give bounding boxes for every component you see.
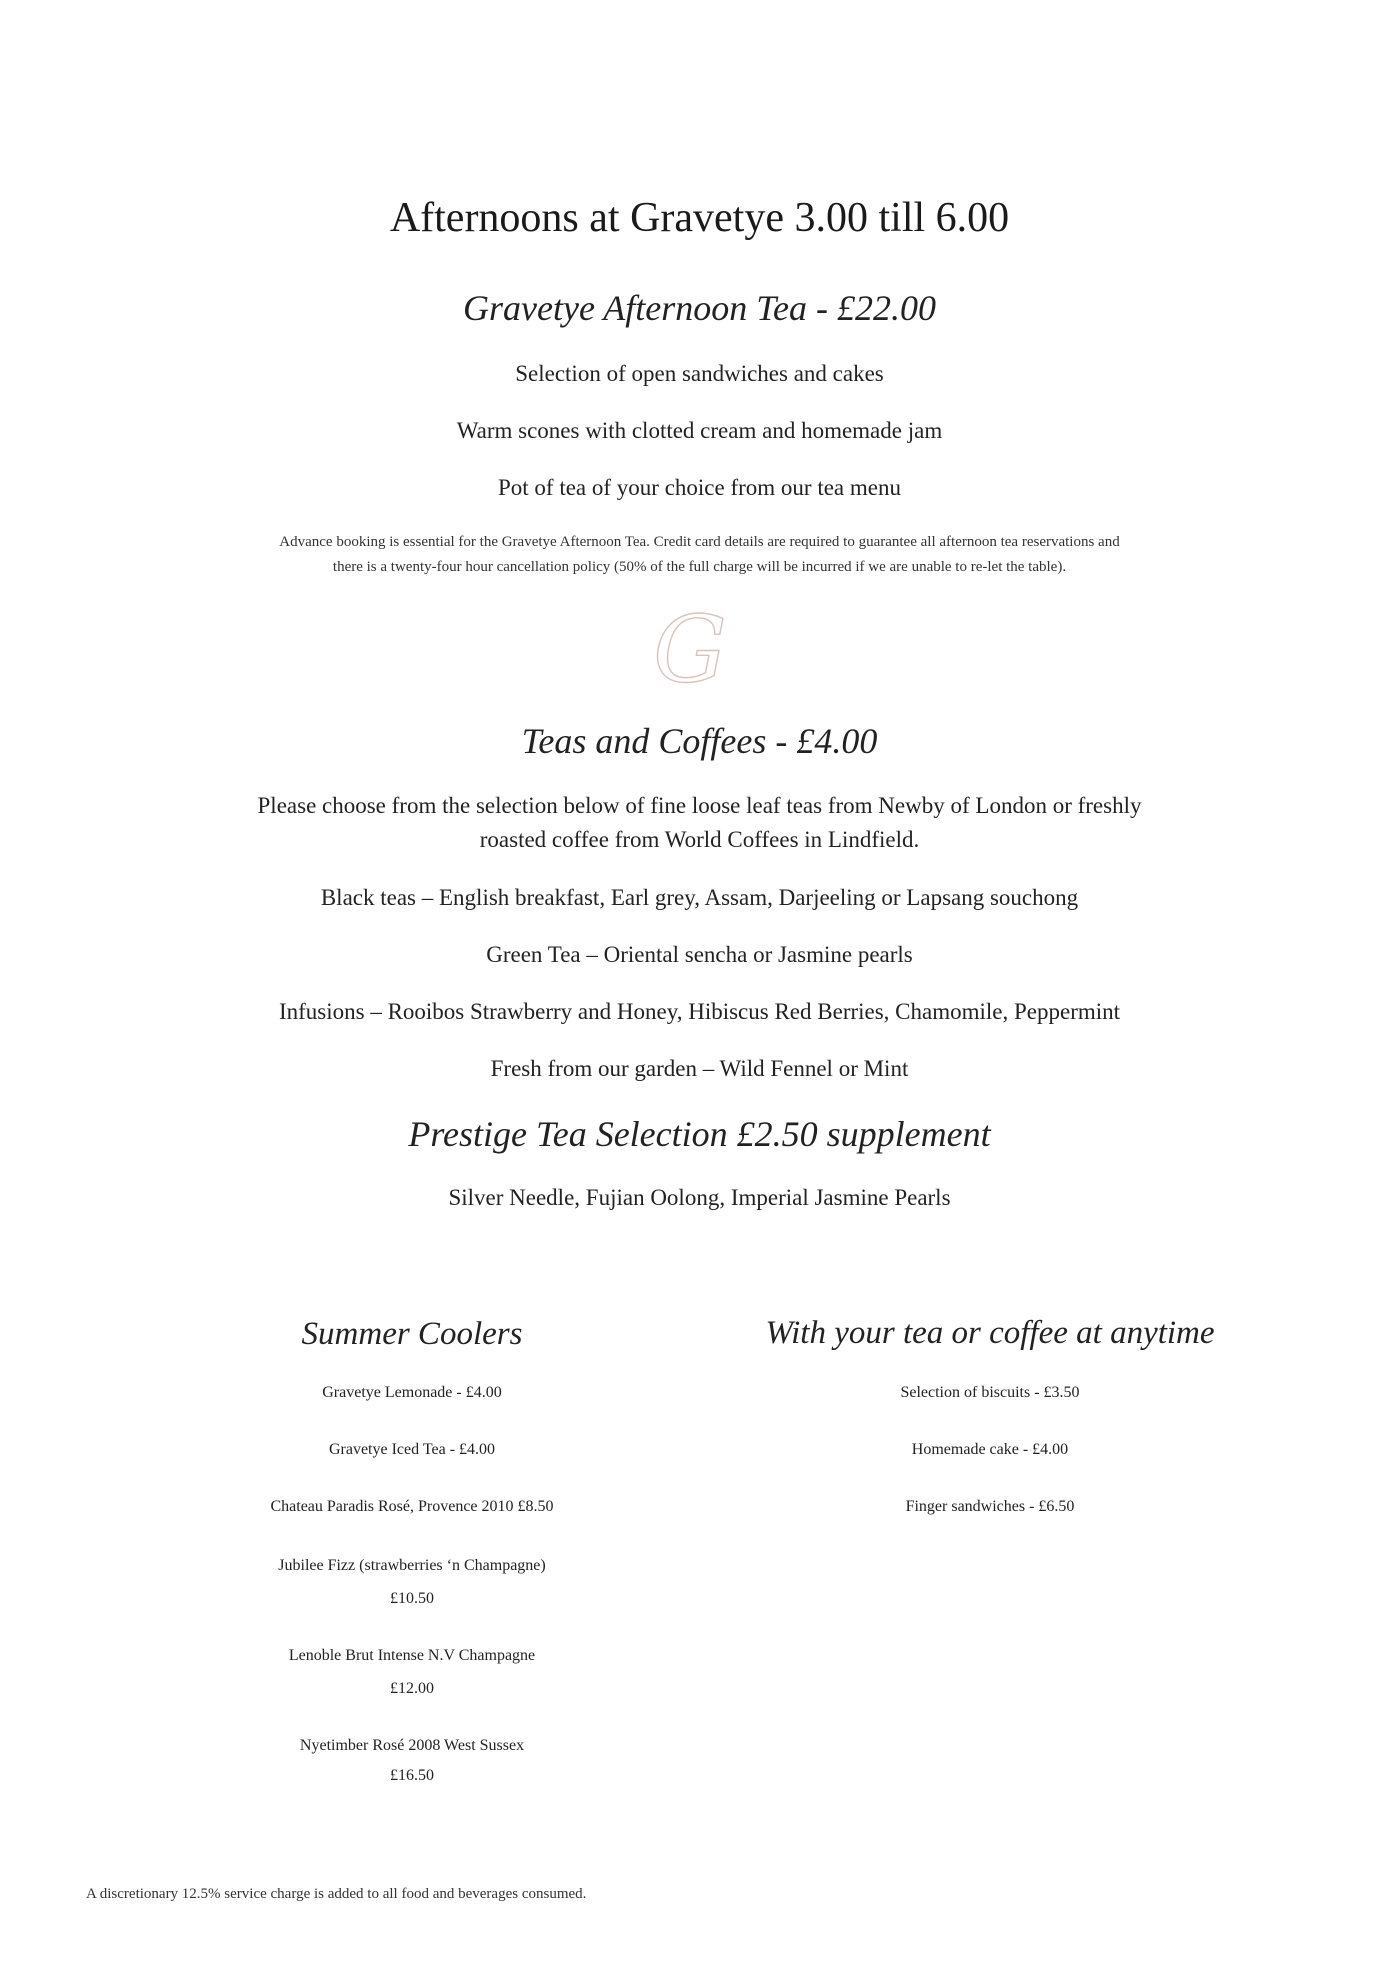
gravetye-monogram-logo: G — [653, 596, 727, 703]
cooler-item: Gravetye Iced Tea - £4.00 — [328, 1441, 496, 1458]
cooler-item-price: £12.00 — [390, 1680, 434, 1697]
booking-note-line: Advance booking is essential for the Gravetye Afternoon Tea. Credit card details are required to guarantee all afternoon tea reservations and — [279, 534, 1120, 550]
tea-option: Black teas – English breakfast, Earl grey, Assam, Darjeeling or Lapsang souchong — [320, 885, 1079, 910]
service-charge-note: A discretionary 12.5% service charge is added to all food and beverages consumed. — [86, 1886, 587, 1902]
teas-coffees-intro-line: Please choose from the selection below of fine loose leaf teas from Newby of London or freshly — [257, 793, 1142, 818]
booking-note-line: there is a twenty-four hour cancellation policy (50% of the full charge will be incurred if we are unable to re-let the table). — [332, 559, 1067, 575]
afternoon-tea-title: Gravetye Afternoon Tea - £22.00 — [463, 288, 936, 328]
teas-coffees-title: Teas and Coffees - £4.00 — [521, 721, 878, 761]
tea-option: Fresh from our garden – Wild Fennel or Mint — [490, 1056, 909, 1081]
anytime-item: Selection of biscuits - £3.50 — [900, 1384, 1080, 1401]
prestige-tea-title: Prestige Tea Selection £2.50 supplement — [408, 1114, 991, 1154]
anytime-column — [720, 1310, 1260, 1356]
summer-coolers-title: Summer Coolers — [301, 1316, 523, 1352]
summer-coolers-column — [142, 1311, 682, 1357]
afternoon-tea-item: Pot of tea of your choice from our tea menu — [497, 475, 901, 500]
tea-option: Green Tea – Oriental sencha or Jasmine pearls — [486, 942, 913, 967]
afternoon-tea-item: Selection of open sandwiches and cakes — [515, 361, 884, 386]
anytime-title: With your tea or coffee at anytime — [765, 1315, 1215, 1351]
teas-coffees-intro-line: roasted coffee from World Coffees in Lindfield. — [479, 827, 920, 852]
prestige-tea-items: Silver Needle, Fujian Oolong, Imperial Jasmine Pearls — [448, 1185, 951, 1210]
page-title: Afternoons at Gravetye 3.00 till 6.00 — [389, 195, 1010, 241]
cooler-item-price: £16.50 — [390, 1767, 434, 1784]
cooler-item: Gravetye Lemonade - £4.00 — [322, 1384, 502, 1401]
cooler-item: Jubilee Fizz (strawberries ‘n Champagne) — [278, 1557, 546, 1574]
anytime-item: Finger sandwiches - £6.50 — [905, 1498, 1075, 1515]
afternoon-tea-item: Warm scones with clotted cream and homemade jam — [456, 418, 943, 443]
cooler-item-price: £10.50 — [390, 1590, 434, 1607]
cooler-item: Lenoble Brut Intense N.V Champagne — [288, 1647, 536, 1664]
anytime-item: Homemade cake - £4.00 — [911, 1441, 1069, 1458]
cooler-item: Chateau Paradis Rosé, Provence 2010 £8.50 — [270, 1498, 554, 1515]
tea-option: Infusions – Rooibos Strawberry and Honey, Hibiscus Red Berries, Chamomile, Peppermint — [278, 999, 1121, 1024]
cooler-item: Nyetimber Rosé 2008 West Sussex — [299, 1737, 525, 1754]
